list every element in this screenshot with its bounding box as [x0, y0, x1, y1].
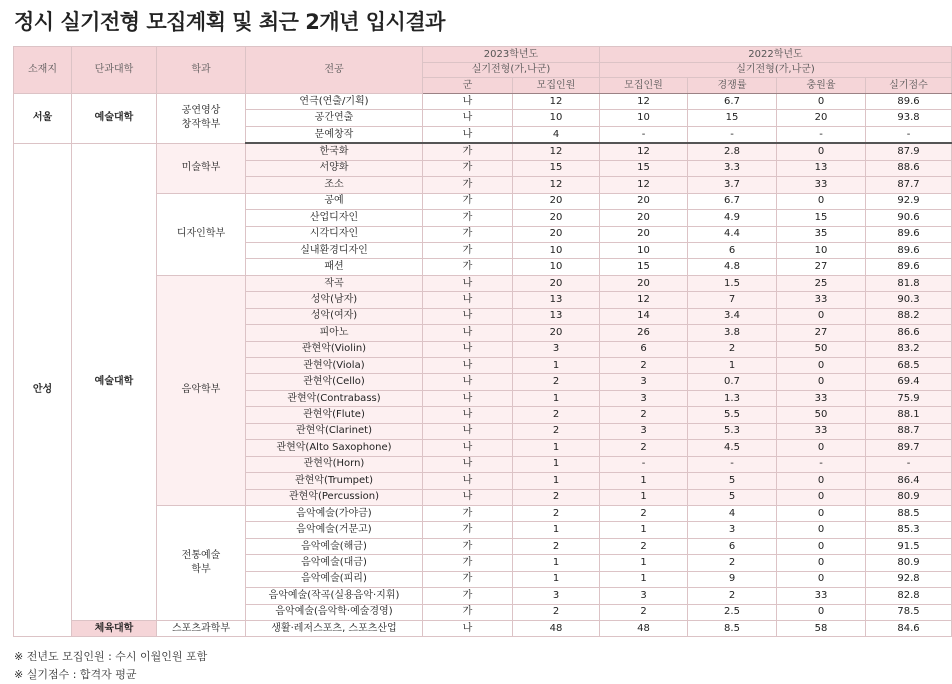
header-dept: 학과	[157, 47, 246, 94]
major-cell: 관현악(Viola)	[246, 358, 423, 374]
fill-rate-cell: 13	[777, 160, 866, 176]
group-cell: 가	[423, 160, 513, 176]
dept-label-line: 음악학부	[181, 384, 221, 396]
dept-cell	[157, 94, 246, 144]
recruit-2022-cell: -	[600, 456, 688, 472]
group-cell: 가	[423, 505, 513, 521]
dept-label-line: 창작학부	[181, 119, 221, 131]
fill-rate-cell: 15	[777, 210, 866, 226]
competition-cell: 1.3	[688, 390, 777, 406]
recruit-2022-cell: 1	[600, 489, 688, 505]
score-cell: 80.9	[866, 489, 952, 505]
location-cell: 서울	[14, 94, 72, 144]
competition-cell: 6.7	[688, 94, 777, 110]
recruit-2022-cell: 1	[600, 571, 688, 587]
recruit-2023-cell: 20	[513, 210, 600, 226]
competition-cell: 4.4	[688, 226, 777, 242]
recruit-2023-cell: 2	[513, 538, 600, 554]
fill-rate-cell: -	[777, 456, 866, 472]
header-year-2023: 2023학년도	[423, 47, 600, 63]
header-year-2022: 2022학년도	[600, 47, 952, 63]
recruit-2022-cell: 3	[600, 390, 688, 406]
fill-rate-cell: 0	[777, 94, 866, 110]
dept-cell	[157, 621, 246, 637]
header-fill-rate: 충원율	[777, 78, 866, 94]
competition-cell: 4.8	[688, 259, 777, 275]
recruit-2022-cell: 2	[600, 440, 688, 456]
header-sub-2022: 실기전형(가,나군)	[600, 63, 952, 78]
recruit-2023-cell: 2	[513, 374, 600, 390]
major-cell: 음악예술(음악학·예술경영)	[246, 604, 423, 620]
college-cell: 체육대학	[72, 621, 157, 637]
fill-rate-cell: -	[777, 126, 866, 143]
group-cell: 나	[423, 374, 513, 390]
competition-cell: 8.5	[688, 621, 777, 637]
score-cell: 90.3	[866, 292, 952, 308]
recruit-2023-cell: 4	[513, 126, 600, 143]
recruit-2023-cell: 2	[513, 489, 600, 505]
recruit-2023-cell: 12	[513, 177, 600, 193]
competition-cell: 3.8	[688, 325, 777, 341]
group-cell: 나	[423, 292, 513, 308]
score-cell: -	[866, 126, 952, 143]
major-cell: 관현악(Contrabass)	[246, 390, 423, 406]
competition-cell: 6	[688, 538, 777, 554]
score-cell: 88.2	[866, 308, 952, 324]
competition-cell: 5	[688, 473, 777, 489]
recruit-2022-cell: 20	[600, 210, 688, 226]
score-cell: 87.9	[866, 143, 952, 160]
recruit-2022-cell: 15	[600, 160, 688, 176]
competition-cell: 4.5	[688, 440, 777, 456]
score-cell: -	[866, 456, 952, 472]
recruit-2022-cell: 12	[600, 177, 688, 193]
fill-rate-cell: 33	[777, 390, 866, 406]
competition-cell: 1.5	[688, 275, 777, 291]
recruit-2022-cell: 20	[600, 226, 688, 242]
dept-cell	[157, 505, 246, 620]
recruit-2022-cell: 6	[600, 341, 688, 357]
recruit-2023-cell: 1	[513, 358, 600, 374]
dept-label-line: 공연영상	[181, 105, 221, 117]
major-cell: 관현악(Trumpet)	[246, 473, 423, 489]
major-cell: 피아노	[246, 325, 423, 341]
footnotes	[14, 648, 207, 684]
group-cell: 가	[423, 177, 513, 193]
recruit-2023-cell: 1	[513, 571, 600, 587]
group-cell: 나	[423, 126, 513, 143]
score-cell: 88.6	[866, 160, 952, 176]
score-cell: 88.5	[866, 505, 952, 521]
competition-cell: 3.4	[688, 308, 777, 324]
recruit-2022-cell: 2	[600, 604, 688, 620]
recruit-2023-cell: 1	[513, 440, 600, 456]
fill-rate-cell: 33	[777, 423, 866, 439]
header-competition: 경쟁률	[688, 78, 777, 94]
major-cell: 패션	[246, 259, 423, 275]
competition-cell: 7	[688, 292, 777, 308]
major-cell: 한국화	[246, 143, 423, 160]
recruit-2023-cell: 12	[513, 143, 600, 160]
score-cell: 93.8	[866, 110, 952, 126]
group-cell: 나	[423, 489, 513, 505]
recruit-2023-cell: 13	[513, 292, 600, 308]
major-cell: 관현악(Violin)	[246, 341, 423, 357]
competition-cell: 5.3	[688, 423, 777, 439]
group-cell: 가	[423, 226, 513, 242]
dept-label-line: 미술학부	[181, 162, 221, 174]
table-row	[14, 94, 952, 110]
group-cell: 가	[423, 193, 513, 209]
fill-rate-cell: 10	[777, 242, 866, 258]
group-cell: 나	[423, 358, 513, 374]
major-cell: 음악예술(대금)	[246, 555, 423, 571]
major-cell: 관현악(Clarinet)	[246, 423, 423, 439]
recruit-2023-cell: 1	[513, 555, 600, 571]
header-group: 군	[423, 78, 513, 94]
dept-cell	[157, 193, 246, 275]
group-cell: 가	[423, 571, 513, 587]
competition-cell: 4.9	[688, 210, 777, 226]
major-cell: 성악(남자)	[246, 292, 423, 308]
recruit-2022-cell: 10	[600, 110, 688, 126]
location-cell: 안성	[14, 143, 72, 637]
competition-cell: 2	[688, 588, 777, 604]
fill-rate-cell: 0	[777, 473, 866, 489]
fill-rate-cell: 0	[777, 538, 866, 554]
group-cell: 가	[423, 604, 513, 620]
table-body	[14, 94, 952, 637]
recruit-2023-cell: 20	[513, 226, 600, 242]
recruit-2023-cell: 3	[513, 588, 600, 604]
dept-cell	[157, 143, 246, 193]
competition-cell: 6	[688, 242, 777, 258]
score-cell: 89.7	[866, 440, 952, 456]
recruit-2022-cell: -	[600, 126, 688, 143]
score-cell: 92.8	[866, 571, 952, 587]
fill-rate-cell: 0	[777, 374, 866, 390]
recruit-2022-cell: 3	[600, 588, 688, 604]
group-cell: 나	[423, 621, 513, 637]
score-cell: 85.3	[866, 522, 952, 538]
score-cell: 90.6	[866, 210, 952, 226]
score-cell: 88.1	[866, 407, 952, 423]
group-cell: 나	[423, 110, 513, 126]
college-cell: 예술대학	[72, 94, 157, 144]
recruit-2022-cell: 2	[600, 505, 688, 521]
group-cell: 나	[423, 325, 513, 341]
recruit-2022-cell: 1	[600, 473, 688, 489]
competition-cell: 3.7	[688, 177, 777, 193]
fill-rate-cell: 0	[777, 440, 866, 456]
major-cell: 음악예술(거문고)	[246, 522, 423, 538]
competition-cell: 2	[688, 555, 777, 571]
header-sub-2023: 실기전형(가,나군)	[423, 63, 600, 78]
score-cell: 89.6	[866, 259, 952, 275]
recruit-2022-cell: 48	[600, 621, 688, 637]
recruit-2022-cell: 3	[600, 423, 688, 439]
score-cell: 81.8	[866, 275, 952, 291]
major-cell: 관현악(Cello)	[246, 374, 423, 390]
major-cell: 성악(여자)	[246, 308, 423, 324]
recruit-2022-cell: 12	[600, 94, 688, 110]
recruit-2022-cell: 14	[600, 308, 688, 324]
fill-rate-cell: 0	[777, 555, 866, 571]
competition-cell: 5.5	[688, 407, 777, 423]
competition-cell: 3	[688, 522, 777, 538]
competition-cell: -	[688, 126, 777, 143]
competition-cell: 3.3	[688, 160, 777, 176]
group-cell: 가	[423, 259, 513, 275]
recruit-2022-cell: 15	[600, 259, 688, 275]
group-cell: 가	[423, 538, 513, 554]
fill-rate-cell: 33	[777, 177, 866, 193]
competition-cell: -	[688, 456, 777, 472]
major-cell: 관현악(Alto Saxophone)	[246, 440, 423, 456]
score-cell: 80.9	[866, 555, 952, 571]
recruit-2022-cell: 2	[600, 538, 688, 554]
major-cell: 시각디자인	[246, 226, 423, 242]
fill-rate-cell: 58	[777, 621, 866, 637]
recruit-2023-cell: 20	[513, 193, 600, 209]
group-cell: 나	[423, 423, 513, 439]
recruit-2022-cell: 20	[600, 193, 688, 209]
recruit-2022-cell: 2	[600, 358, 688, 374]
score-cell: 82.8	[866, 588, 952, 604]
group-cell: 나	[423, 341, 513, 357]
score-cell: 91.5	[866, 538, 952, 554]
recruit-2023-cell: 15	[513, 160, 600, 176]
competition-cell: 9	[688, 571, 777, 587]
fill-rate-cell: 0	[777, 143, 866, 160]
score-cell: 69.4	[866, 374, 952, 390]
recruit-2023-cell: 2	[513, 604, 600, 620]
major-cell: 관현악(Percussion)	[246, 489, 423, 505]
group-cell: 나	[423, 473, 513, 489]
recruit-2023-cell: 10	[513, 242, 600, 258]
major-cell: 작곡	[246, 275, 423, 291]
fill-rate-cell: 50	[777, 407, 866, 423]
recruit-2022-cell: 10	[600, 242, 688, 258]
fill-rate-cell: 0	[777, 193, 866, 209]
competition-cell: 2.8	[688, 143, 777, 160]
competition-cell: 6.7	[688, 193, 777, 209]
recruit-2023-cell: 12	[513, 94, 600, 110]
major-cell: 공예	[246, 193, 423, 209]
fill-rate-cell: 0	[777, 358, 866, 374]
score-cell: 89.6	[866, 242, 952, 258]
fill-rate-cell: 0	[777, 308, 866, 324]
major-cell: 서양화	[246, 160, 423, 176]
recruit-2023-cell: 1	[513, 522, 600, 538]
competition-cell: 5	[688, 489, 777, 505]
score-cell: 84.6	[866, 621, 952, 637]
fill-rate-cell: 0	[777, 571, 866, 587]
major-cell: 실내환경디자인	[246, 242, 423, 258]
dept-label-line: 디자인학부	[176, 228, 226, 240]
fill-rate-cell: 0	[777, 505, 866, 521]
dept-label-line: 학부	[191, 563, 211, 575]
recruit-2022-cell: 26	[600, 325, 688, 341]
group-cell: 가	[423, 522, 513, 538]
recruit-2023-cell: 1	[513, 473, 600, 489]
recruit-2023-cell: 48	[513, 621, 600, 637]
fill-rate-cell: 33	[777, 588, 866, 604]
major-cell: 음악예술(해금)	[246, 538, 423, 554]
dept-label-line: 스포츠과학부	[172, 622, 230, 634]
group-cell: 나	[423, 308, 513, 324]
group-cell: 가	[423, 143, 513, 160]
recruit-2023-cell: 2	[513, 407, 600, 423]
major-cell: 연극(연출/기획)	[246, 94, 423, 110]
fill-rate-cell: 0	[777, 522, 866, 538]
fill-rate-cell: 0	[777, 489, 866, 505]
competition-cell: 2	[688, 341, 777, 357]
header-score: 실기점수	[866, 78, 952, 94]
header-location: 소재지	[14, 47, 72, 94]
score-cell: 86.6	[866, 325, 952, 341]
major-cell: 산업디자인	[246, 210, 423, 226]
fill-rate-cell: 27	[777, 259, 866, 275]
recruit-2023-cell: 2	[513, 423, 600, 439]
group-cell: 나	[423, 94, 513, 110]
major-cell: 생활·레저스포츠, 스포츠산업	[246, 621, 423, 637]
major-cell: 음악예술(피리)	[246, 571, 423, 587]
recruit-2023-cell: 1	[513, 390, 600, 406]
recruit-2023-cell: 13	[513, 308, 600, 324]
major-cell: 음악예술(작곡(실용음악·지휘)	[246, 588, 423, 604]
page-title: 정시 실기전형 모집계획 및 최근 2개년 입시결과	[14, 10, 445, 34]
major-cell: 조소	[246, 177, 423, 193]
group-cell: 나	[423, 407, 513, 423]
score-cell: 68.5	[866, 358, 952, 374]
recruit-2023-cell: 1	[513, 456, 600, 472]
recruit-2022-cell: 1	[600, 555, 688, 571]
major-cell: 음악예술(가야금)	[246, 505, 423, 521]
score-cell: 89.6	[866, 94, 952, 110]
fill-rate-cell: 25	[777, 275, 866, 291]
competition-cell: 2.5	[688, 604, 777, 620]
recruit-2022-cell: 20	[600, 275, 688, 291]
competition-cell: 1	[688, 358, 777, 374]
fill-rate-cell: 35	[777, 226, 866, 242]
footnote: ※ 실기점수 : 합격자 평균	[14, 668, 137, 681]
group-cell: 가	[423, 588, 513, 604]
header-recruit-2023: 모집인원	[513, 78, 600, 94]
recruit-2022-cell: 3	[600, 374, 688, 390]
major-cell: 문예창작	[246, 126, 423, 143]
score-cell: 87.7	[866, 177, 952, 193]
header-major: 전공	[246, 47, 423, 94]
footnote: ※ 전년도 모집인원 : 수시 이월인원 포함	[14, 650, 208, 663]
recruit-2022-cell: 12	[600, 143, 688, 160]
fill-rate-cell: 33	[777, 292, 866, 308]
table-row	[14, 621, 952, 637]
college-cell: 예술대학	[72, 143, 157, 620]
table-row	[14, 143, 952, 160]
recruit-2023-cell: 20	[513, 275, 600, 291]
recruit-2022-cell: 2	[600, 407, 688, 423]
recruit-2022-cell: 1	[600, 522, 688, 538]
header-college: 단과대학	[72, 47, 157, 94]
header-recruit-2022: 모집인원	[600, 78, 688, 94]
competition-cell: 4	[688, 505, 777, 521]
score-cell: 75.9	[866, 390, 952, 406]
major-cell: 관현악(Flute)	[246, 407, 423, 423]
recruit-2023-cell: 3	[513, 341, 600, 357]
recruit-2023-cell: 20	[513, 325, 600, 341]
admission-table	[13, 46, 952, 637]
dept-cell	[157, 275, 246, 505]
major-cell: 관현악(Horn)	[246, 456, 423, 472]
group-cell: 가	[423, 210, 513, 226]
recruit-2022-cell: 12	[600, 292, 688, 308]
score-cell: 78.5	[866, 604, 952, 620]
group-cell: 나	[423, 390, 513, 406]
score-cell: 89.6	[866, 226, 952, 242]
score-cell: 88.7	[866, 423, 952, 439]
group-cell: 나	[423, 275, 513, 291]
group-cell: 가	[423, 242, 513, 258]
group-cell: 가	[423, 555, 513, 571]
fill-rate-cell: 20	[777, 110, 866, 126]
competition-cell: 0.7	[688, 374, 777, 390]
group-cell: 나	[423, 456, 513, 472]
recruit-2023-cell: 2	[513, 505, 600, 521]
score-cell: 86.4	[866, 473, 952, 489]
competition-cell: 15	[688, 110, 777, 126]
fill-rate-cell: 27	[777, 325, 866, 341]
score-cell: 92.9	[866, 193, 952, 209]
score-cell: 83.2	[866, 341, 952, 357]
recruit-2023-cell: 10	[513, 259, 600, 275]
fill-rate-cell: 0	[777, 604, 866, 620]
dept-label-line: 전통예술	[181, 549, 221, 561]
fill-rate-cell: 50	[777, 341, 866, 357]
major-cell: 공간연출	[246, 110, 423, 126]
recruit-2023-cell: 10	[513, 110, 600, 126]
group-cell: 나	[423, 440, 513, 456]
